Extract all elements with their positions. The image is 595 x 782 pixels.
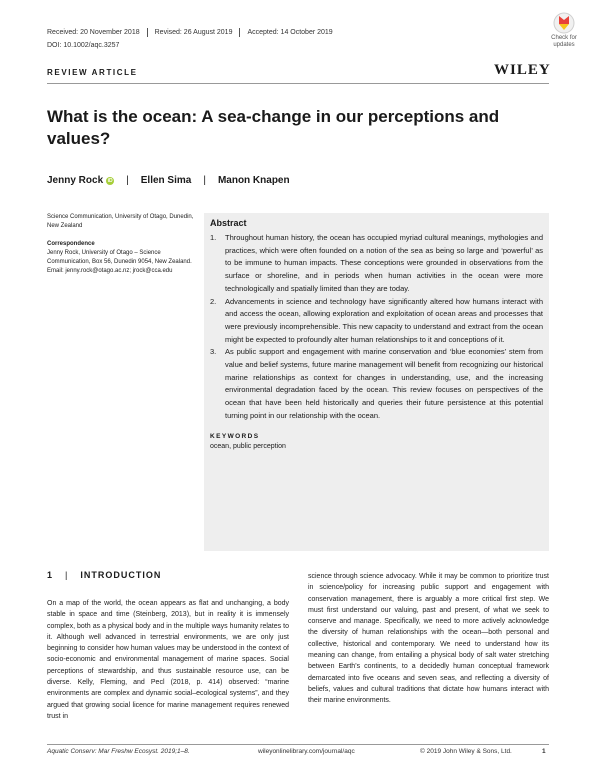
header-divider	[47, 83, 549, 84]
revised-date: Revised: 26 August 2019	[148, 28, 241, 37]
abstract-item-number: 2.	[210, 296, 217, 306]
article-history	[47, 28, 340, 37]
abstract-item	[210, 346, 543, 422]
author-separator: |	[126, 175, 129, 186]
abstract-list	[210, 232, 543, 423]
section-heading	[47, 570, 161, 580]
author-name[interactable]: Jenny Rock	[47, 175, 104, 186]
footer-journal: Aquatic Conserv: Mar Freshw Ecosyst. 2019;1–8.	[47, 748, 190, 755]
orcid-icon[interactable]: iD	[107, 177, 113, 184]
publisher-logo: WILEY	[494, 62, 551, 78]
received-date: Received: 20 November 2018	[47, 28, 148, 37]
correspondence-email[interactable]: Email: jenny.rock@otago.ac.nz; jrock@cca.edu	[47, 268, 173, 274]
footer-copyright: © 2019 John Wiley & Sons, Ltd.	[420, 748, 512, 755]
affiliation: Science Communication, University of Otago, Dunedin, New Zealand	[47, 214, 194, 229]
affiliation-block	[47, 213, 197, 276]
body-text-left-column: On a map of the world, the ocean appears as flat and unchanging, a body stable in space and time (Steinberg, 2013), but in reality it is immensely complex, both as a physical body and in the multiple ways humanity relates to it. Although well advanced in terrestrial environments, we are only just beginning to consider how human values may be understood in the context of socio-economic and environmental management of marine spaces. Social perceptions of stewardship, and thus sustainable resource use, can be diverse. Kelly, Fleming, and Pecl (2018, p. 414) observed: “marine environments are complex and dynamic social–ecological systems”, and they argued that growing social licence for marine management requires renewed trust in	[47, 600, 289, 720]
crossmark-line2: updates	[553, 42, 575, 48]
author-name[interactable]: Ellen Sima	[140, 175, 192, 186]
abstract-item-number: 1.	[210, 233, 217, 242]
abstract-box	[204, 213, 549, 551]
author-separator: |	[203, 175, 206, 186]
section-title: INTRODUCTION	[80, 570, 162, 580]
section-separator: |	[65, 570, 69, 580]
abstract-item-text: Throughout human history, the ocean has occupied myriad cultural meanings, mythologies and practices, which were often founded on a notion of the sea as being so large and ‘powerful’ as to be immune to human impacts. These conceptions were grounded in observations from the surface or shoreline, and in periods when human activities in the ocean were more technologically and spatially limited than they are today.	[225, 233, 543, 293]
crossmark-icon	[553, 12, 575, 34]
article-type: REVIEW ARTICLE	[47, 68, 138, 77]
author-list	[47, 175, 290, 186]
crossmark-badge[interactable]	[541, 12, 587, 50]
accepted-date: Accepted: 14 October 2019	[247, 29, 333, 36]
footer-divider	[47, 744, 549, 745]
abstract-item	[210, 232, 543, 296]
abstract-heading: Abstract	[210, 218, 247, 228]
abstract-item-text: As public support and engagement with marine conservation and ‘blue economies’ stem from value and belief systems, future marine management will benefit from recognizing our historical marine relationships as context for changes in understanding, use, and the increasing environmental degradation faced by the ocean. This review focuses on perspectives of the ocean that have been held historically and queries their future persistence at this potential turning point in our relationship with the ocean.	[225, 347, 543, 420]
correspondence-address: Jenny Rock, University of Otago – Science Communication, Box 56, Dunedin 9054, New Zealand.	[47, 250, 192, 265]
page-number: 1	[542, 748, 546, 755]
doi[interactable]: DOI: 10.1002/aqc.3257	[47, 42, 120, 49]
article-title: What is the ocean: A sea-change in our perceptions and values?	[47, 107, 500, 148]
correspondence-heading: Correspondence	[47, 241, 95, 247]
body-text-right-column: science through science advocacy. While it may be common to prioritize trust in science/policy for increasing public support and engagement with conservation management, there is arguably a more critical first step. We must first understand our valuing, past and present, of what we seek to conserve and manage. Specifically, we need to more actively acknowledge the diversity of human relationships with the ocean—both personal and collective, historical and contemporary. We need to understand how its meaning can change, from entailing a physical body of salt water stretching between Earth’s continents, to a decidedly human conceptual framework demarcated into five oceans and seven seas, and reflecting a diversity of beliefs, values and cultural traditions that dictate how humans interact with their marine environments.	[308, 573, 549, 705]
keywords-heading: KEYWORDS	[210, 432, 260, 440]
crossmark-line1: Check for	[551, 35, 577, 41]
abstract-item-number: 3.	[210, 347, 217, 357]
abstract-item	[210, 296, 543, 347]
abstract-item-text: Advancements in science and technology have significantly altered how humans interact with and access the ocean, allowing exploration and exploitation of ocean areas and processes that were previously incomprehensible. This new capacity to understand and extract from the ocean might be expected to profoundly alter human relationships to it and conceptions of it.	[225, 296, 543, 344]
section-number: 1	[47, 570, 54, 580]
keywords: ocean, public perception	[210, 442, 286, 450]
author-name[interactable]: Manon Knapen	[217, 175, 290, 186]
footer-url[interactable]: wileyonlinelibrary.com/journal/aqc	[258, 748, 355, 755]
